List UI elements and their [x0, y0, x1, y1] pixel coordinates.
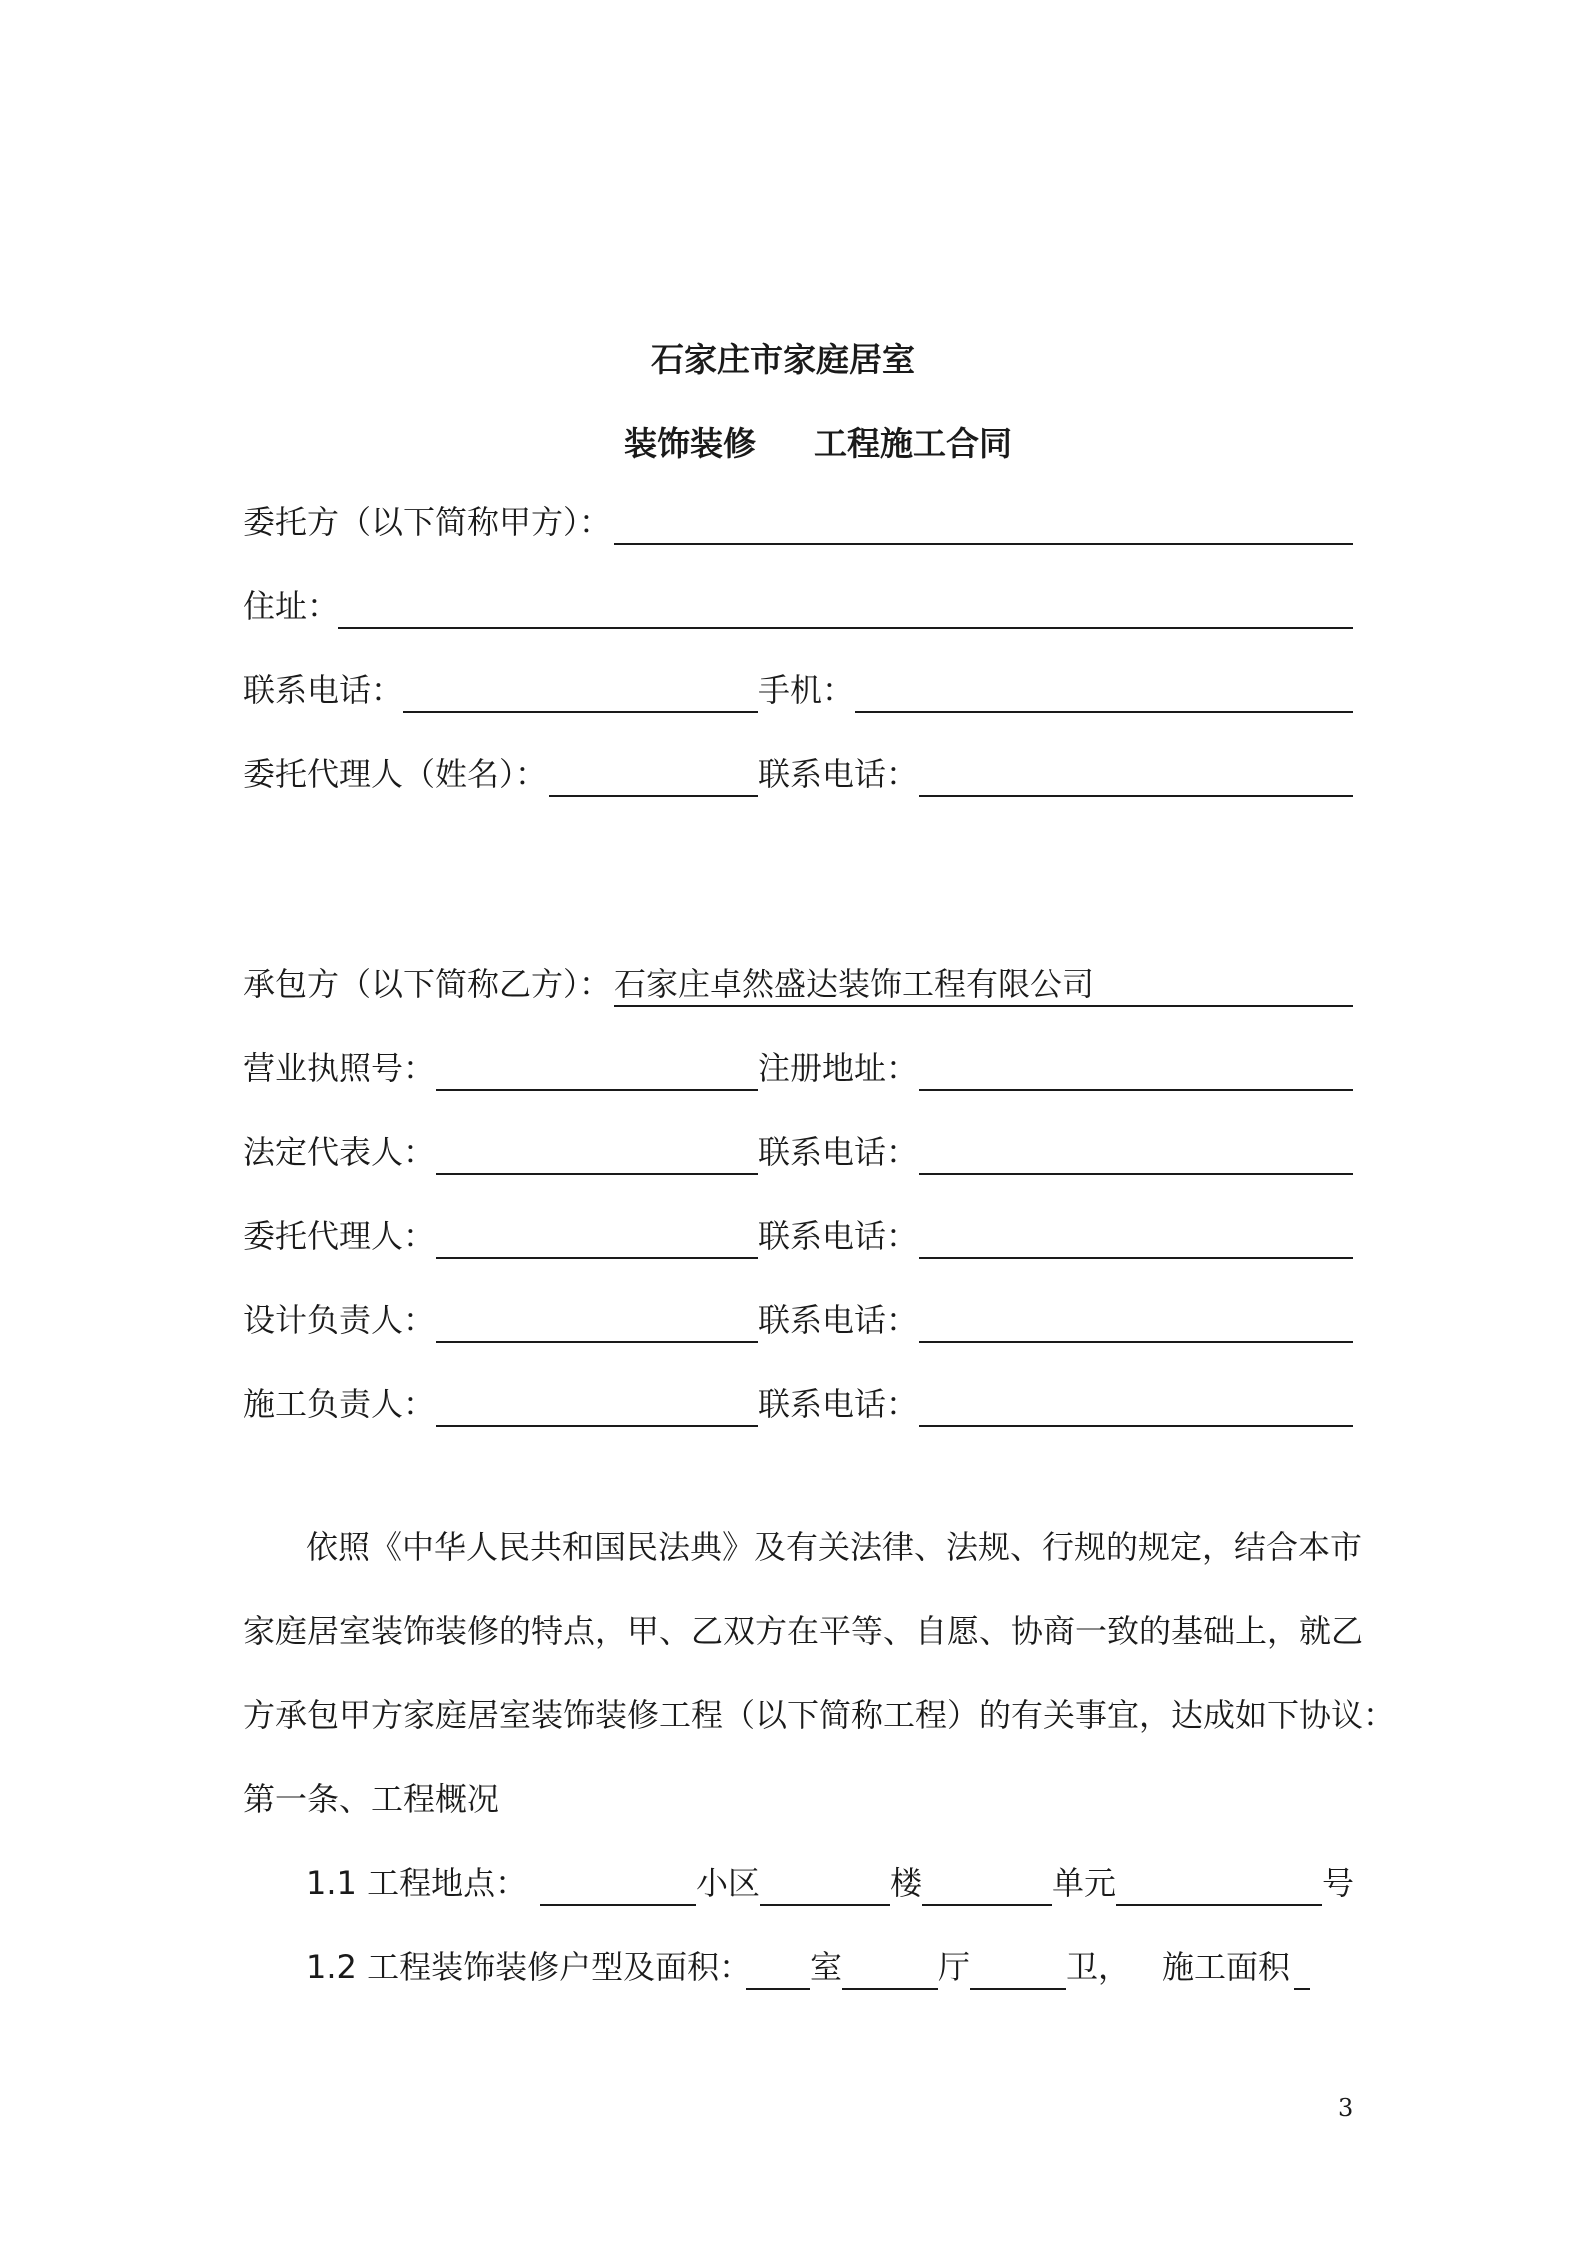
- article-1-heading: 第一条、工程概况: [243, 1780, 500, 1818]
- construction-phone-label: 联系电话：: [758, 1385, 919, 1423]
- title-part-decoration: 装饰装修: [624, 424, 756, 463]
- bath-label: 卫，: [1066, 1948, 1131, 1986]
- legal-rep-label: 法定代表人：: [243, 1133, 436, 1171]
- designer-phone-label: 联系电话：: [758, 1301, 919, 1339]
- agent-name-field[interactable]: [549, 795, 758, 797]
- unit-label: 单元: [1052, 1864, 1117, 1902]
- room-field[interactable]: [746, 1988, 810, 1990]
- designer-phone-field[interactable]: [919, 1341, 1353, 1343]
- designer-field[interactable]: [436, 1341, 758, 1343]
- reg-address-label: 注册地址：: [758, 1049, 919, 1087]
- number-label: 号: [1322, 1864, 1355, 1902]
- district-field[interactable]: [540, 1904, 696, 1906]
- unit-field[interactable]: [922, 1904, 1052, 1906]
- agent-phone-field[interactable]: [919, 795, 1353, 797]
- mobile-label: 手机：: [758, 671, 855, 709]
- phone-field[interactable]: [403, 711, 758, 713]
- building-label: 楼: [890, 1864, 923, 1902]
- agent-phone-label: 联系电话：: [758, 755, 919, 793]
- legal-rep-phone-label: 联系电话：: [758, 1133, 919, 1171]
- license-label: 营业执照号：: [243, 1049, 436, 1087]
- b-agent-phone-field[interactable]: [919, 1257, 1353, 1259]
- title-line-1: 石家庄市家庭居室: [651, 340, 915, 379]
- mobile-field[interactable]: [855, 711, 1353, 713]
- address-field[interactable]: [338, 627, 1353, 629]
- paragraph-line-2: 家庭居室装饰装修的特点，甲、乙双方在平等、自愿、协商一致的基础上，就乙: [243, 1612, 1364, 1650]
- contractor-field[interactable]: [614, 1005, 1353, 1007]
- number-field[interactable]: [1116, 1904, 1322, 1906]
- hall-field[interactable]: [842, 1988, 938, 1990]
- b-agent-field[interactable]: [436, 1257, 758, 1259]
- construction-label: 施工负责人：: [243, 1385, 436, 1423]
- paragraph-line-3: 方承包甲方家庭居室装饰装修工程（以下简称工程）的有关事宜，达成如下协议：: [243, 1696, 1396, 1734]
- designer-label: 设计负责人：: [243, 1301, 436, 1339]
- room-label: 室: [810, 1948, 843, 1986]
- client-field[interactable]: [614, 543, 1353, 545]
- item-1-2-label: 1.2 工程装饰装修户型及面积：: [306, 1948, 752, 1986]
- page-number: 3: [1338, 2094, 1354, 2122]
- area-label: 施工面积: [1162, 1948, 1291, 1986]
- construction-field[interactable]: [436, 1425, 758, 1427]
- b-agent-phone-label: 联系电话：: [758, 1217, 919, 1255]
- legal-rep-field[interactable]: [436, 1173, 758, 1175]
- area-field[interactable]: [1294, 1988, 1310, 1990]
- address-label: 住址：: [243, 587, 340, 625]
- b-agent-label: 委托代理人：: [243, 1217, 436, 1255]
- item-1-1-label: 1.1 工程地点：: [306, 1864, 528, 1902]
- bath-field[interactable]: [970, 1988, 1066, 1990]
- agent-name-label: 委托代理人（姓名）：: [243, 755, 548, 793]
- legal-rep-phone-field[interactable]: [919, 1173, 1353, 1175]
- paragraph-line-1: 依照《中华人民共和国民法典》及有关法律、法规、行规的规定，结合本市: [306, 1528, 1363, 1566]
- district-label: 小区: [696, 1864, 761, 1902]
- client-label: 委托方（以下简称甲方）：: [243, 503, 612, 541]
- phone-label: 联系电话：: [243, 671, 404, 709]
- reg-address-field[interactable]: [919, 1089, 1353, 1091]
- hall-label: 厅: [938, 1948, 971, 1986]
- contractor-value: 石家庄卓然盛达装饰工程有限公司: [614, 965, 1095, 1003]
- contractor-label: 承包方（以下简称乙方）：: [243, 965, 612, 1003]
- construction-phone-field[interactable]: [919, 1425, 1353, 1427]
- building-field[interactable]: [760, 1904, 890, 1906]
- title-part-contract: 工程施工合同: [814, 424, 1012, 463]
- license-field[interactable]: [436, 1089, 758, 1091]
